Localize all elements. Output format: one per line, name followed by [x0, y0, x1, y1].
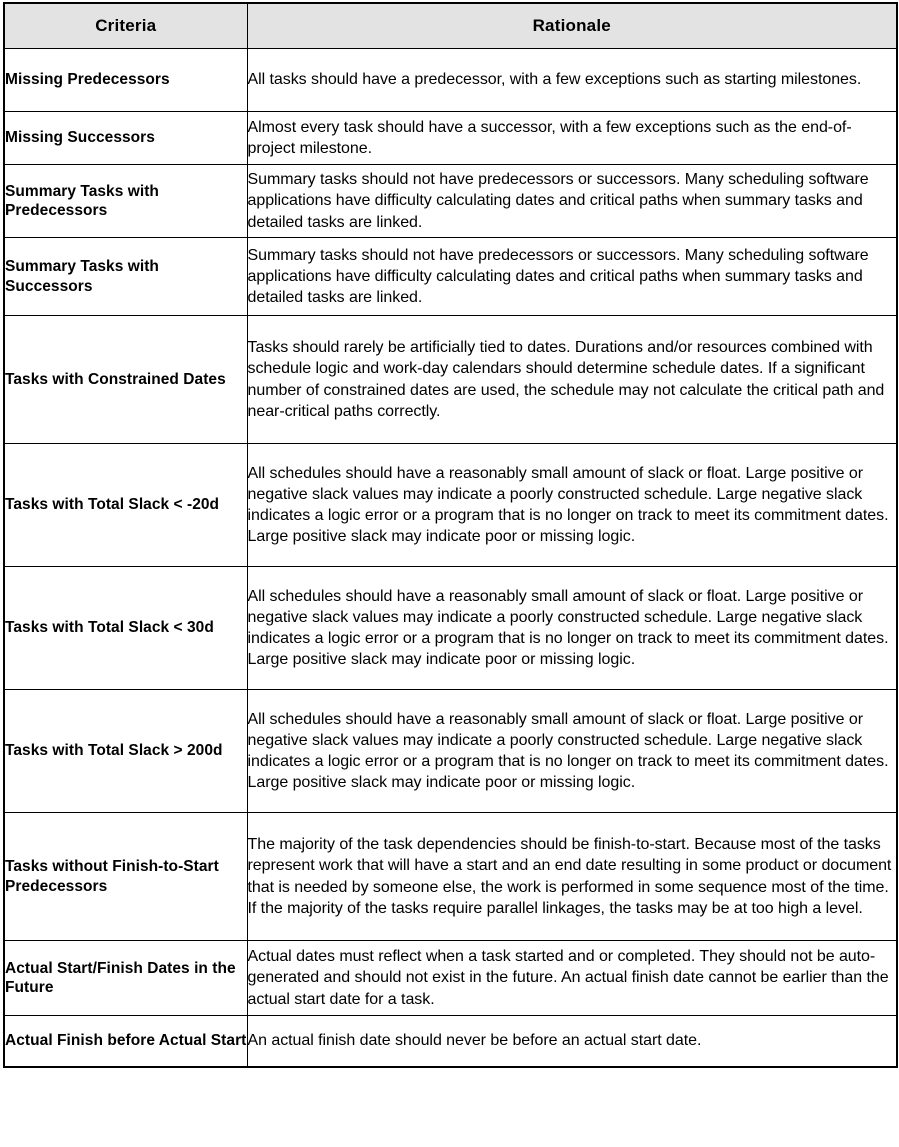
criteria-label: Tasks with Total Slack > 200d [4, 690, 247, 813]
rationale-text: Summary tasks should not have predecessors or successors. Many scheduling software applications have difficulty calculating dates and critical paths when summary tasks and detailed tasks are linked. [247, 238, 897, 316]
rationale-text: Summary tasks should not have predecessors or successors. Many scheduling software applications have difficulty calculating dates and critical paths when summary tasks and detailed tasks are linked. [247, 165, 897, 238]
criteria-label: Actual Start/Finish Dates in the Future [4, 941, 247, 1016]
table-row [4, 112, 897, 165]
criteria-label: Missing Predecessors [4, 49, 247, 112]
column-header-criteria: Criteria [4, 3, 247, 49]
table-row [4, 49, 897, 112]
criteria-label: Summary Tasks with Successors [4, 238, 247, 316]
criteria-label: Missing Successors [4, 112, 247, 165]
rationale-text: An actual finish date should never be before an actual start date. [247, 1016, 897, 1068]
criteria-label: Tasks with Total Slack < 30d [4, 567, 247, 690]
table-row [4, 238, 897, 316]
rationale-text: All schedules should have a reasonably small amount of slack or float. Large positive or negative slack values may indicate a poorly constructed schedule. Large negative slack indicates a logic error or a program that is no longer on track to meet its commitment dates. Large positive slack may indicate poor or missing logic. [247, 444, 897, 567]
rationale-text: All tasks should have a predecessor, with a few exceptions such as starting milestones. [247, 49, 897, 112]
table-row [4, 165, 897, 238]
criteria-label: Summary Tasks with Predecessors [4, 165, 247, 238]
table-row [4, 316, 897, 444]
table-row [4, 444, 897, 567]
table-header-row [4, 3, 897, 49]
table-row [4, 1016, 897, 1068]
criteria-label: Tasks with Total Slack < -20d [4, 444, 247, 567]
table-body [4, 49, 897, 1068]
rationale-text: All schedules should have a reasonably small amount of slack or float. Large positive or negative slack values may indicate a poorly constructed schedule. Large negative slack indicates a logic error or a program that is no longer on track to meet its commitment dates. Large positive slack may indicate poor or missing logic. [247, 567, 897, 690]
criteria-label: Actual Finish before Actual Start [4, 1016, 247, 1068]
criteria-rationale-table [3, 2, 898, 1068]
criteria-label: Tasks without Finish-to-Start Predecessors [4, 813, 247, 941]
table-header [4, 3, 897, 49]
rationale-text: All schedules should have a reasonably small amount of slack or float. Large positive or negative slack values may indicate a poorly constructed schedule. Large negative slack indicates a logic error or a program that is no longer on track to meet its commitment dates. Large positive slack may indicate poor or missing logic. [247, 690, 897, 813]
column-header-rationale: Rationale [247, 3, 897, 49]
rationale-text: Almost every task should have a successor, with a few exceptions such as the end-of-project milestone. [247, 112, 897, 165]
table-row [4, 690, 897, 813]
rationale-text: The majority of the task dependencies should be finish-to-start. Because most of the tasks represent work that will have a start and an end date resulting in some product or document that is needed by someone else, the work is performed in some sequence most of the time. If the majority of the tasks require parallel linkages, the tasks may be at too high a level. [247, 813, 897, 941]
table-row [4, 567, 897, 690]
criteria-label: Tasks with Constrained Dates [4, 316, 247, 444]
table-row [4, 941, 897, 1016]
rationale-text: Actual dates must reflect when a task started and or completed. They should not be auto-generated and should not exist in the future. An actual finish date cannot be earlier than the actual start date for a task. [247, 941, 897, 1016]
table-row [4, 813, 897, 941]
rationale-text: Tasks should rarely be artificially tied to dates. Durations and/or resources combined with schedule logic and work-day calendars should determine schedule dates. If a significant number of constrained dates are used, the schedule may not calculate the critical path and near-critical paths correctly. [247, 316, 897, 444]
